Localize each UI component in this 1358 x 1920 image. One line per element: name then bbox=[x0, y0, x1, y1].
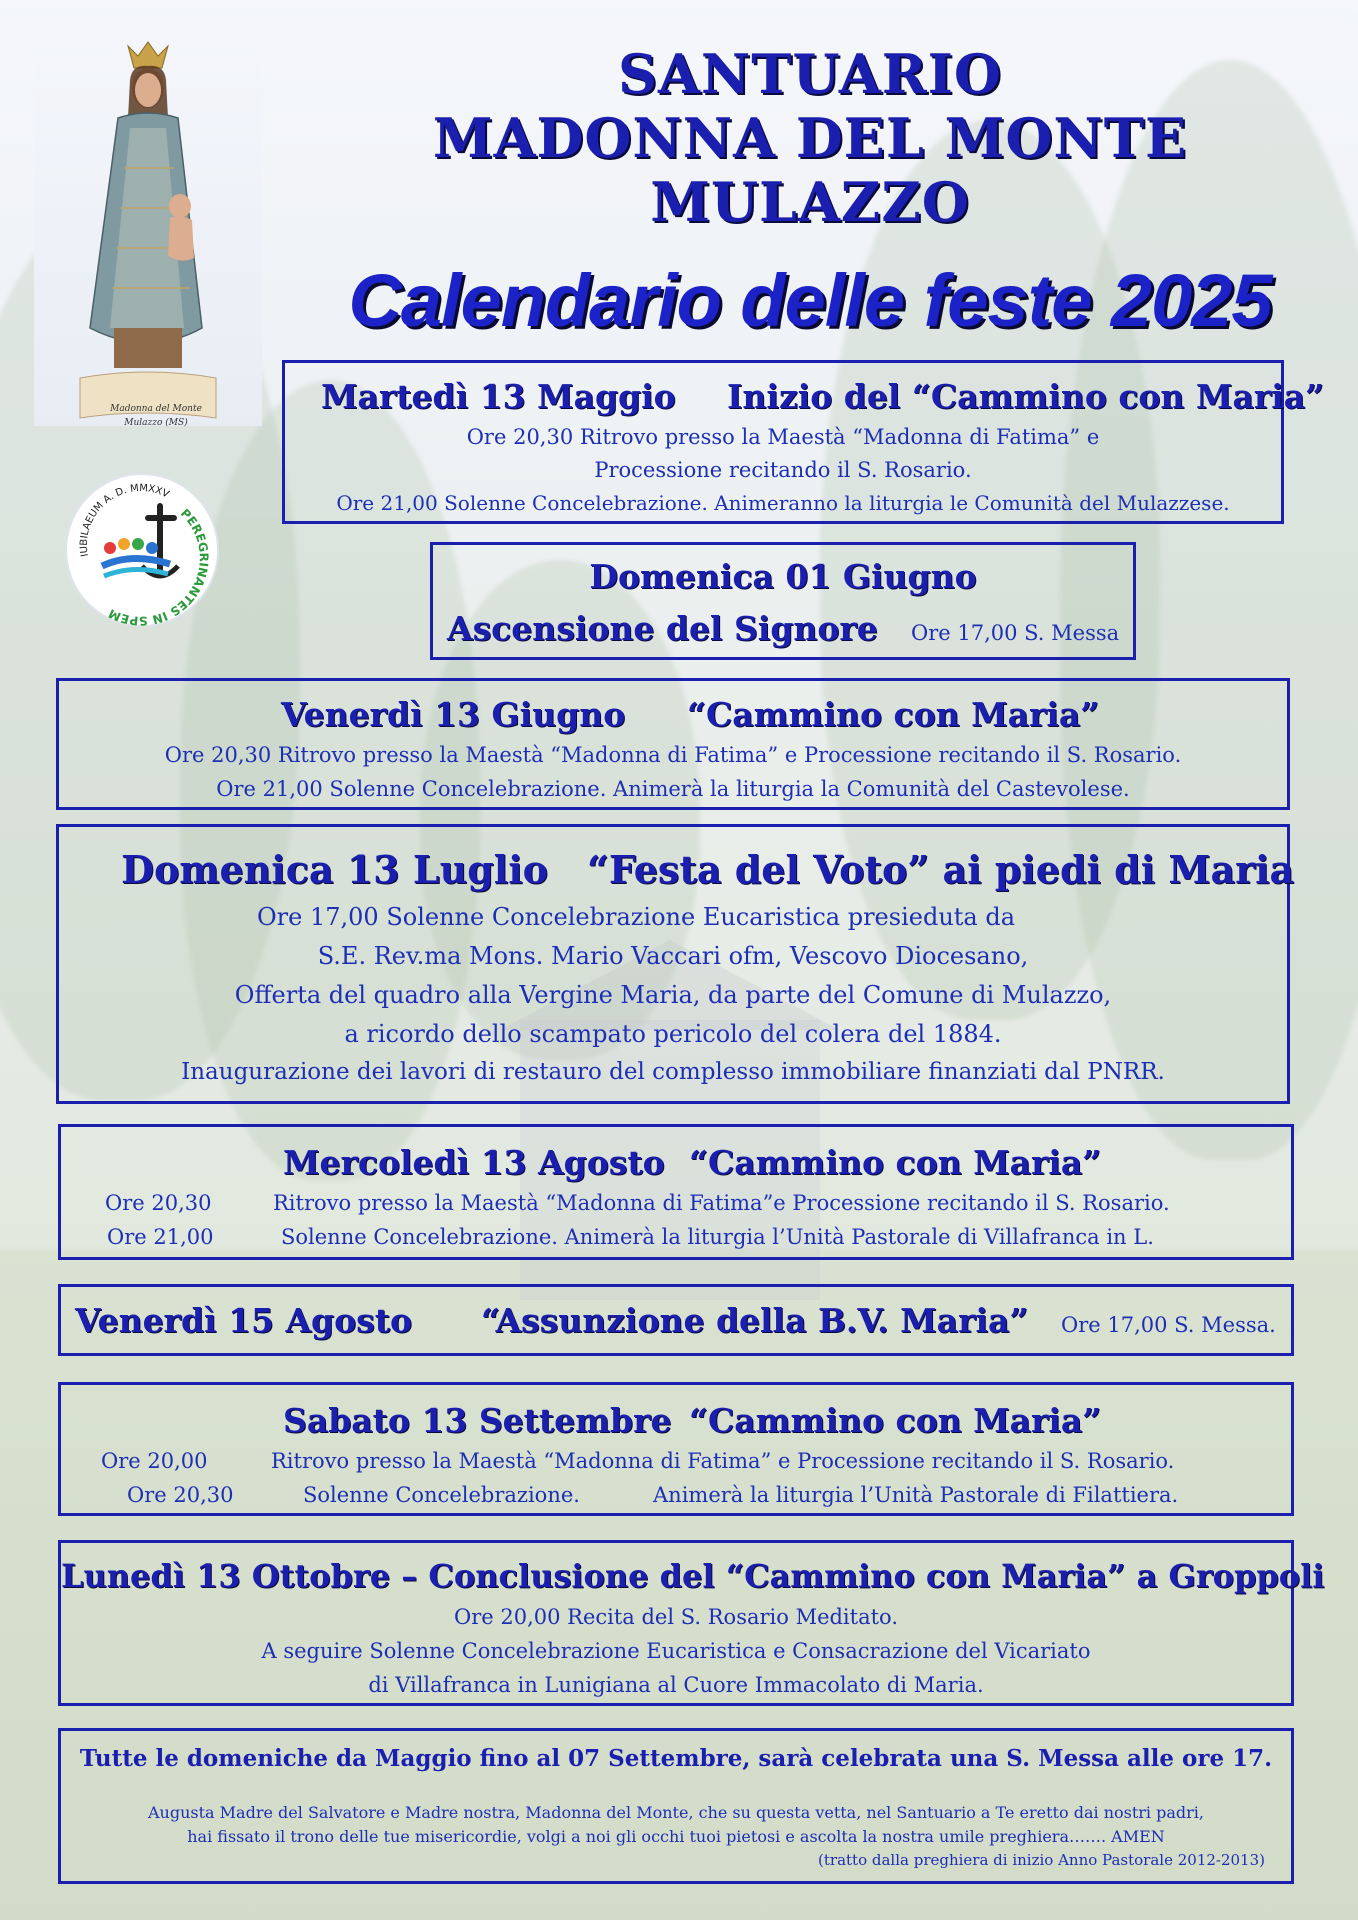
event-line: Offerta del quadro alla Vergine Maria, da parte del Comune di Mulazzo, bbox=[234, 981, 1112, 1009]
event-title: “Cammino con Maria” bbox=[689, 1401, 1102, 1440]
event-title: Lunedì 13 Ottobre – Conclusione del “Cammino con Maria” a Groppoli bbox=[61, 1557, 1325, 1595]
statue-caption bbox=[92, 402, 220, 430]
event-line: di Villafranca in Lunigiana al Cuore Immacolato di Maria. bbox=[368, 1673, 984, 1697]
event-line: Ore 21,00 Solenne Concelebrazione. Animerà la liturgia la Comunità del Castevolese. bbox=[216, 777, 1130, 801]
event-line: Ore 20,30 Ritrovo presso la Maestà “Madonna di Fatima” e Processione recitando il S. Rosario. bbox=[164, 743, 1182, 767]
event-line: a ricordo dello scampato pericolo del colera del 1884. bbox=[344, 1020, 1002, 1048]
title-line-madonna: MADONNA DEL MONTE bbox=[432, 106, 1188, 170]
event-time: Ore 17,00 S. Messa bbox=[911, 621, 1120, 645]
event-time: Ore 20,30 bbox=[105, 1191, 212, 1215]
event-box-13-luglio bbox=[56, 824, 1295, 1104]
event-line: Ore 21,00 Solenne Concelebrazione. Animeranno la liturgia le Comunità del Mulazzese. bbox=[336, 491, 1230, 515]
event-line: Ore 20,30 Ritrovo presso la Maestà “Madonna di Fatima” e bbox=[466, 425, 1100, 449]
event-date: Mercoledì 13 Agosto bbox=[283, 1143, 665, 1182]
event-line: Processione recitando il S. Rosario. bbox=[594, 458, 972, 482]
event-title: “Cammino con Maria” bbox=[687, 695, 1100, 734]
event-box-13-agosto bbox=[58, 1124, 1294, 1260]
sunday-mass-notice: Tutte le domeniche da Maggio fino al 07 Settembre, sarà celebrata una S. Messa alle ore 17. bbox=[79, 1745, 1273, 1772]
prayer-line-1: Augusta Madre del Salvatore e Madre nostra, Madonna del Monte, che su questa vetta, nel Santuario a Te eretto dai nostri padri, bbox=[148, 1803, 1204, 1822]
prayer-source: (tratto dalla preghiera di inizio Anno Pastorale 2012-2013) bbox=[818, 1851, 1265, 1869]
jubilee-top-text: IUBILAEUM A. D. MMXXV bbox=[78, 482, 171, 558]
calendar-title: Calendario delle feste 2025 bbox=[348, 259, 1272, 342]
event-box-13-maggio bbox=[282, 360, 1325, 524]
event-line: Ritrovo presso la Maestà “Madonna di Fatima” e Processione recitando il S. Rosario. bbox=[271, 1449, 1175, 1473]
event-line: Ore 20,00 Recita del S. Rosario Meditato. bbox=[453, 1605, 898, 1629]
event-line: Solenne Concelebrazione. bbox=[303, 1483, 580, 1507]
madonna-statue-image bbox=[34, 28, 262, 426]
event-title: “Assunzione della B.V. Maria” bbox=[481, 1301, 1029, 1340]
event-box-13-settembre bbox=[58, 1382, 1294, 1516]
event-line: Animerà la liturgia l’Unità Pastorale di Filattiera. bbox=[653, 1483, 1179, 1507]
event-line: A seguire Solenne Concelebrazione Eucaristica e Consacrazione del Vicariato bbox=[261, 1639, 1091, 1663]
event-title: “Festa del Voto” ai piedi di Maria bbox=[587, 847, 1295, 892]
event-time: Ore 20,00 bbox=[101, 1449, 208, 1473]
title-line-santuario: SANTUARIO bbox=[618, 42, 1002, 106]
event-line: Ore 17,00 Solenne Concelebrazione Eucaristica presieduta da bbox=[257, 903, 1016, 931]
event-title: Ascensione del Signore bbox=[447, 609, 878, 648]
event-time: Ore 20,30 bbox=[127, 1483, 234, 1507]
jubilee-2025-logo bbox=[62, 470, 222, 630]
event-date: Domenica 01 Giugno bbox=[589, 557, 977, 596]
event-title: Inizio del “Cammino con Maria” bbox=[727, 377, 1325, 416]
event-time: Ore 21,00 bbox=[107, 1225, 214, 1249]
event-line: S.E. Rev.ma Mons. Mario Vaccari ofm, Vescovo Diocesano, bbox=[317, 942, 1029, 970]
sanctuary-title bbox=[290, 42, 1330, 234]
event-line: Solenne Concelebrazione. Animerà la liturgia l’Unità Pastorale di Villafranca in L. bbox=[281, 1225, 1154, 1249]
event-date: Venerdì 13 Giugno bbox=[281, 695, 626, 734]
event-date: Sabato 13 Settembre bbox=[283, 1401, 672, 1440]
event-date: Martedì 13 Maggio bbox=[321, 377, 676, 416]
event-box-01-giugno bbox=[430, 542, 1136, 660]
prayer-line-2: hai fissato il trono delle tue misericordie, volgi a noi gli occhi tuoi pietosi e ascolta la nostra umile preghiera……. AMEN bbox=[187, 1827, 1165, 1846]
event-box-15-agosto bbox=[58, 1284, 1294, 1356]
jubilee-side-text: PEREGRINANTES IN SPEM bbox=[106, 506, 211, 628]
event-line: Ritrovo presso la Maestà “Madonna di Fatima”e Processione recitando il S. Rosario. bbox=[273, 1191, 1170, 1215]
statue-caption-place: Mulazzo (MS) bbox=[124, 418, 188, 428]
event-box-13-giugno bbox=[56, 678, 1290, 810]
statue-caption-title: Madonna del Monte bbox=[110, 404, 202, 414]
title-line-mulazzo: MULAZZO bbox=[650, 170, 970, 234]
event-date: Venerdì 15 Agosto bbox=[75, 1301, 412, 1340]
event-time: Ore 17,00 S. Messa. bbox=[1061, 1313, 1276, 1337]
event-title: “Cammino con Maria” bbox=[689, 1143, 1102, 1182]
footer-box bbox=[58, 1728, 1294, 1884]
event-date: Domenica 13 Luglio bbox=[121, 847, 548, 892]
event-line: Inaugurazione dei lavori di restauro del complesso immobiliare finanziati dal PNRR. bbox=[181, 1059, 1165, 1085]
event-box-13-ottobre bbox=[58, 1540, 1325, 1706]
